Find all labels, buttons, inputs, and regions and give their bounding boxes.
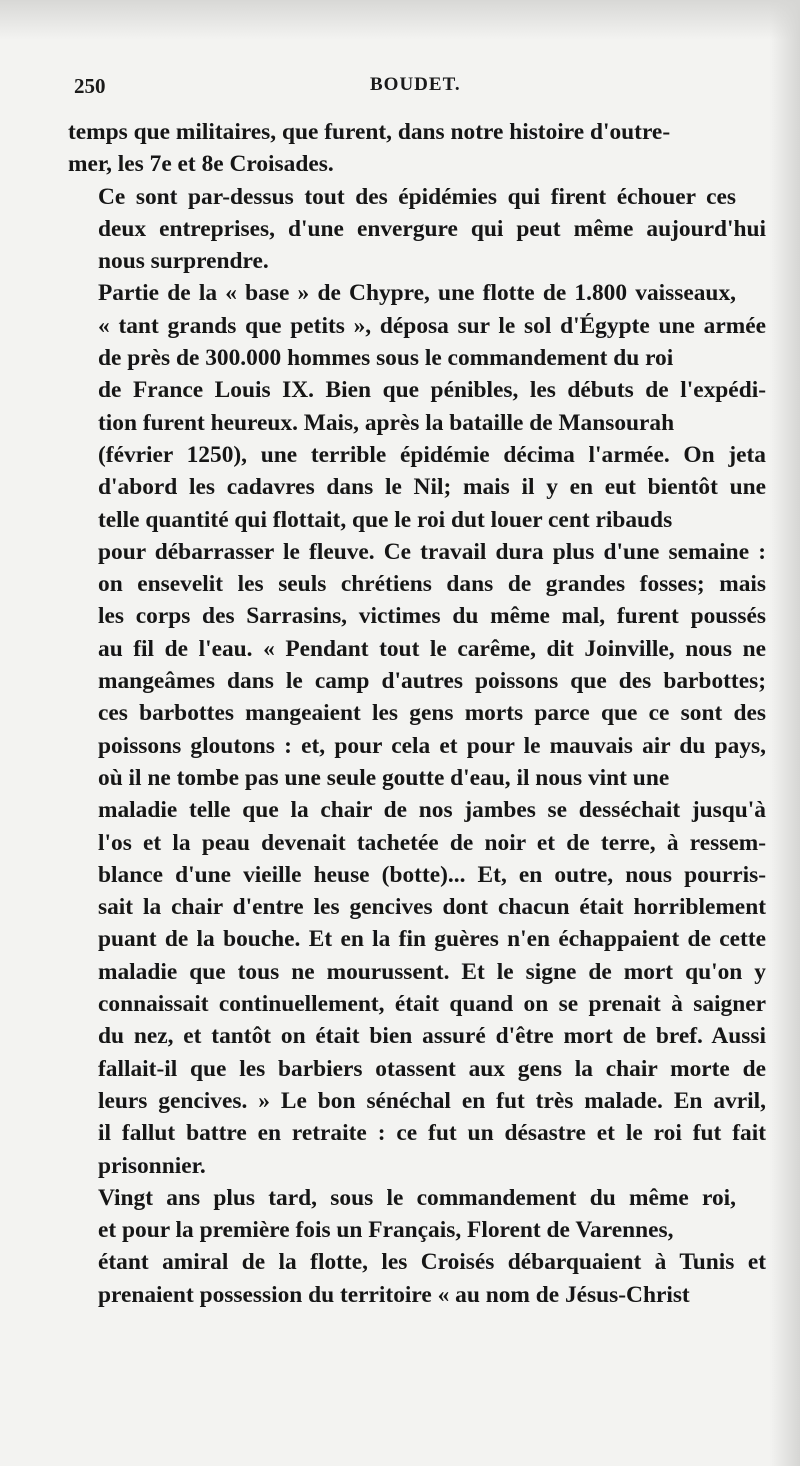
text-line: où il ne tombe pas une seule goutte d'eau, il nous vint une — [98, 764, 670, 791]
text-line: nous surprendre. — [98, 248, 269, 275]
text-line: du nez, et tantôt on était bien assuré d'être mort de bref. Aussi — [98, 1023, 766, 1050]
text-line: blance d'une vieille heuse (botte)... Et, en outre, nous pourris- — [98, 861, 766, 888]
paragraph-1 — [68, 116, 766, 181]
text-line: mer, les 7e et 8e Croisades. — [68, 151, 334, 178]
text-line: connaissait continuellement, était quand on se prenait à saigner — [98, 991, 766, 1018]
text-line: et pour la première fois un Français, Florent de Varennes, — [98, 1217, 674, 1244]
running-title: BOUDET. — [370, 74, 461, 95]
text-line: il fallut battre en retraite : ce fut un désastre et le roi fut fait — [98, 1120, 766, 1147]
body-text — [68, 116, 766, 1311]
text-line: de près de 300.000 hommes sous le commandement du roi — [98, 345, 674, 372]
text-line: fallait-il que les barbiers otassent aux gens la chair morte de — [98, 1055, 766, 1082]
text-line: deux entreprises, d'une envergure qui peut même aujourd'hui — [98, 215, 766, 242]
text-line: pour débarrasser le fleuve. Ce travail dura plus d'une semaine : — [98, 538, 766, 565]
text-line: prisonnier. — [98, 1152, 206, 1179]
text-line: telle quantité qui flottait, que le roi dut louer cent ribauds — [98, 506, 673, 533]
paragraph-3 — [68, 277, 766, 1181]
text-line: temps que militaires, que furent, dans notre histoire d'outre- — [68, 119, 671, 145]
paragraph-2 — [68, 181, 766, 278]
text-line: leurs gencives. » Le bon sénéchal en fut très malade. En avril, — [98, 1087, 766, 1114]
text-line: Vingt ans plus tard, sous le commandement du même roi, — [98, 1184, 736, 1211]
text-line: étant amiral de la flotte, les Croisés débarquaient à Tunis et — [98, 1249, 766, 1276]
text-line: Partie de la « base » de Chypre, une flotte de 1.800 vaisseaux, — [98, 280, 736, 307]
page-number: 250 — [74, 74, 106, 98]
text-line: prenaient possession du territoire « au nom de Jésus-Christ — [98, 1281, 690, 1308]
text-line: (février 1250), une terrible épidémie décima l'armée. On jeta — [98, 441, 766, 468]
text-line: poissons gloutons : et, pour cela et pour le mauvais air du pays, — [98, 732, 766, 759]
paragraph-4 — [68, 1182, 766, 1311]
text-line: d'abord les cadavres dans le Nil; mais il y en eut bientôt une — [98, 474, 766, 501]
text-line: mangeâmes dans le camp d'autres poissons que des barbottes; — [98, 668, 766, 695]
text-line: « tant grands que petits », déposa sur le sol d'Égypte une armée — [98, 312, 766, 339]
text-line: maladie telle que la chair de nos jambes se desséchait jusqu'à — [98, 797, 766, 824]
text-line: puant de la bouche. Et en la fin guères n'en échappaient de cette — [98, 926, 766, 953]
running-head — [74, 74, 766, 102]
text-line: sait la chair d'entre les gencives dont chacun était horriblement — [98, 894, 766, 921]
text-line: Ce sont par-dessus tout des épidémies qui firent échouer ces — [98, 183, 736, 210]
text-line: maladie que tous ne mourussent. Et le signe de mort qu'on y — [98, 958, 766, 985]
text-line: l'os et la peau devenait tachetée de noir et de terre, à ressem- — [98, 829, 766, 856]
text-line: au fil de l'eau. « Pendant tout le carême, dit Joinville, nous ne — [98, 635, 766, 662]
text-line: les corps des Sarrasins, victimes du même mal, furent poussés — [98, 603, 766, 630]
text-line: ces barbottes mangeaient les gens morts parce que ce sont des — [98, 700, 766, 727]
text-line: de France Louis IX. Bien que pénibles, les débuts de l'expédi- — [98, 377, 766, 404]
text-line: tion furent heureux. Mais, après la bataille de Mansourah — [98, 409, 675, 436]
text-line: on ensevelit les seuls chrétiens dans de grandes fosses; mais — [98, 571, 766, 598]
